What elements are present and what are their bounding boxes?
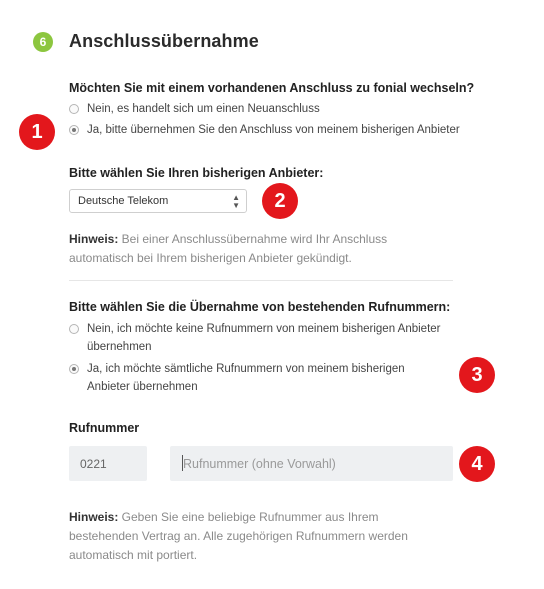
radio-label: Ja, bitte übernehmen Sie den Anschluss von meinem bisherigen Anbieter: [87, 124, 460, 136]
radio-option-transfer-connection[interactable]: [69, 121, 460, 139]
callout-4: 4: [459, 446, 495, 482]
section-title: Anschlussübernahme: [69, 31, 259, 51]
provider-select[interactable]: [69, 189, 247, 213]
radio-option-keep-no-numbers[interactable]: [69, 320, 449, 356]
question-provider-label: Bitte wählen Sie Ihren bisherigen Anbieter:: [69, 166, 324, 180]
phone-number-input[interactable]: [170, 446, 453, 481]
area-code-field: 0221: [69, 446, 147, 481]
select-arrows-icon: ▲ ▼: [232, 193, 240, 210]
hint-prefix: Hinweis:: [69, 510, 119, 524]
radio-button-selected[interactable]: [69, 125, 79, 135]
provider-select-value: Deutsche Telekom: [78, 195, 169, 207]
text-cursor: [182, 455, 183, 471]
hint-text: Geben Sie eine beliebige Rufnummer aus Ihrem bestehenden Vertrag an. Alle zugehörigen Rufnummern werden automatisch mit portiert.: [69, 510, 408, 562]
radio-label: Ja, ich möchte sämtliche Rufnummern von meinem bisherigen Anbieter übernehmen: [87, 363, 405, 393]
radio-button-selected[interactable]: [69, 364, 79, 374]
radio-label: Nein, ich möchte keine Rufnummern von meinem bisherigen Anbieter übernehmen: [87, 323, 441, 353]
callout-2: 2: [262, 183, 298, 219]
radio-option-port-all-numbers[interactable]: [69, 360, 449, 396]
step-number-badge: 6: [33, 32, 53, 52]
callout-1: 1: [19, 114, 55, 150]
hint-text: Bei einer Anschlussübernahme wird Ihr Anschluss automatisch bei Ihrem bisherigen Anbieter gekündigt.: [69, 232, 388, 265]
phone-number-label: Rufnummer: [69, 421, 140, 435]
hint-prefix: Hinweis:: [69, 232, 119, 246]
phone-number-hint: [69, 508, 449, 565]
question-switch-label: Möchten Sie mit einem vorhandenen Anschluss zu fonial wechseln?: [69, 81, 475, 95]
radio-button[interactable]: [69, 324, 79, 334]
radio-button[interactable]: [69, 104, 79, 114]
divider: [69, 280, 453, 281]
radio-label: Nein, es handelt sich um einen Neuanschluss: [87, 103, 320, 115]
radio-option-new-connection[interactable]: [69, 100, 320, 118]
provider-hint: [69, 230, 449, 268]
question-numbers-label: Bitte wählen Sie die Übernahme von bestehenden Rufnummern:: [69, 300, 451, 314]
callout-3: 3: [459, 357, 495, 393]
